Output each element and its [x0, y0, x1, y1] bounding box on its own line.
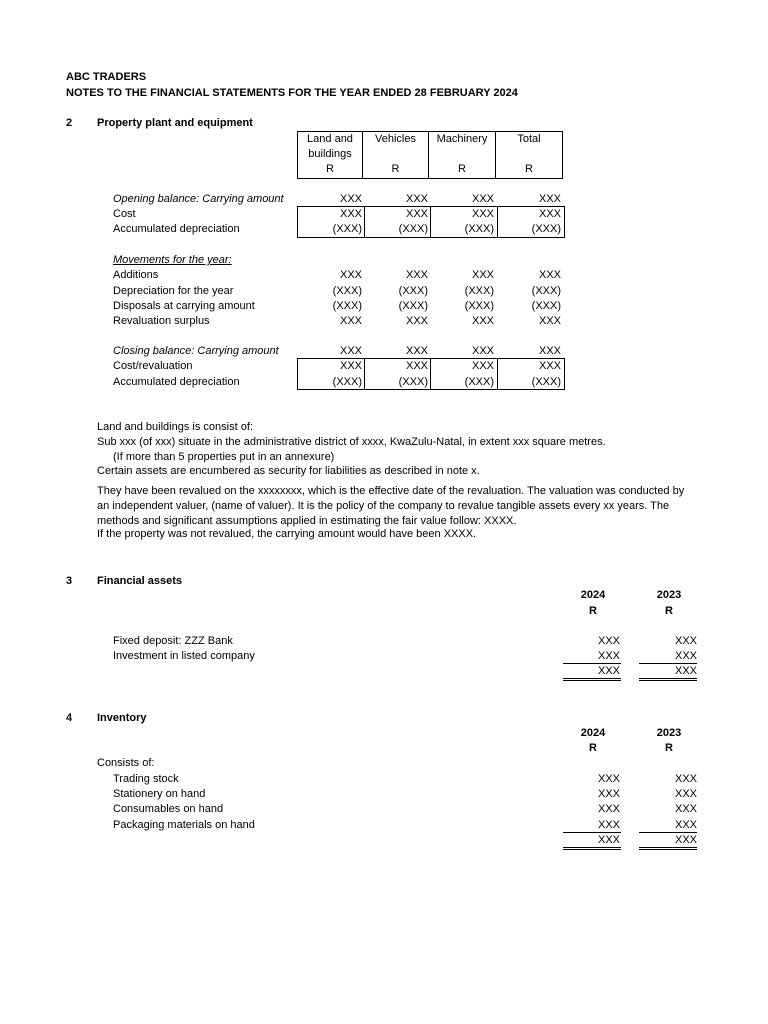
col-land-buildings: Land and buildings R [298, 132, 363, 179]
opening-balance-label: Opening balance: Carrying amount [113, 193, 284, 205]
financial-assets-heading: Financial assets [97, 575, 182, 587]
cost-revaluation-label: Cost/revaluation [113, 360, 193, 372]
fa-total-value: XXX [674, 665, 697, 677]
inv-year-2023: 2023 [656, 727, 682, 739]
depreciation-label: Depreciation for the year [113, 285, 234, 297]
col-vehicles: Vehicles R [363, 132, 429, 179]
additions-vehicles: XXX [405, 269, 428, 281]
inv-row-value: XXX [597, 788, 620, 800]
cost-vehicles: XXX [405, 208, 428, 220]
fa-row-label: Fixed deposit: ZZZ Bank [113, 635, 233, 647]
additions-total: XXX [538, 269, 561, 281]
fa-row-label: Investment in listed company [113, 650, 255, 662]
closing-machinery: XXX [471, 345, 494, 357]
inv-row-value: XXX [674, 788, 697, 800]
inv-row-value: XXX [597, 773, 620, 785]
inv-total-value: XXX [674, 834, 697, 846]
disposals-vehicles: (XXX) [398, 300, 428, 312]
closing-accdep-machinery: (XXX) [464, 376, 494, 388]
cost-reval-land: XXX [339, 360, 362, 372]
depreciation-machinery: (XXX) [464, 285, 494, 297]
closing-vehicles: XXX [405, 345, 428, 357]
fa-row-value: XXX [674, 635, 697, 647]
note-number-ppe: 2 [66, 117, 73, 129]
fa-unit-2023: R [665, 605, 673, 617]
disposals-label: Disposals at carrying amount [113, 300, 255, 312]
cost-machinery: XXX [471, 208, 494, 220]
fa-year-2023: 2023 [656, 589, 682, 601]
cost-reval-machinery: XXX [471, 360, 494, 372]
inventory-consists-label: Consists of: [97, 757, 155, 769]
fa-total-value: XXX [597, 665, 620, 677]
opening-machinery: XXX [471, 193, 494, 205]
closing-accdep-land: (XXX) [332, 376, 362, 388]
encumbered-note: Certain assets are encumbered as security for liabilities as described in note x. [97, 465, 480, 477]
col-total: Total R [496, 132, 563, 179]
col-machinery: Machinery R [429, 132, 496, 179]
inv-row-value: XXX [674, 773, 697, 785]
revaluation-paragraph: They have been revalued on the xxxxxxxx, which is the effective date of the revaluation. The valuation was conducted by an independent valuer, (name of valuer). It is the policy of the company to revalue tangible assets every xx years. The methods and significant assumptions applied in estimating the fair value follow: XXXX. [97, 485, 685, 527]
cost-label: Cost [113, 208, 136, 220]
fa-row-value: XXX [597, 635, 620, 647]
company-name: ABC TRADERS [66, 71, 147, 83]
note-number-inventory: 4 [66, 712, 73, 724]
land-detail: Sub xxx (of xxx) situate in the administrative district of xxxx, KwaZulu-Natal, in extent xxx square metres. [97, 436, 606, 448]
additions-label: Additions [113, 269, 159, 281]
accdep-total: (XXX) [531, 223, 561, 235]
inv-unit-2024: R [589, 742, 597, 754]
opening-total: XXX [538, 193, 561, 205]
disposals-total: (XXX) [531, 300, 561, 312]
revaluation-total: XXX [538, 315, 561, 327]
depreciation-total: (XXX) [531, 285, 561, 297]
inv-row-value: XXX [597, 803, 620, 815]
revaluation-vehicles: XXX [405, 315, 428, 327]
fa-year-2024: 2024 [580, 589, 606, 601]
closing-accdep-vehicles: (XXX) [398, 376, 428, 388]
inv-year-2024: 2024 [580, 727, 606, 739]
opening-land: XXX [339, 193, 362, 205]
additions-land: XXX [339, 269, 362, 281]
ppe-column-headers [297, 131, 563, 179]
inv-unit-2023: R [665, 742, 673, 754]
movements-label: Movements for the year: [113, 254, 232, 266]
land-intro: Land and buildings is consist of: [97, 421, 253, 433]
inv-row-value: XXX [597, 819, 620, 831]
closing-accdep-label: Accumulated depreciation [113, 376, 240, 388]
closing-land: XXX [339, 345, 362, 357]
depreciation-land: (XXX) [332, 285, 362, 297]
closing-total: XXX [538, 345, 561, 357]
inv-row-label: Stationery on hand [113, 788, 206, 800]
accdep-machinery: (XXX) [464, 223, 494, 235]
fa-row-value: XXX [597, 650, 620, 662]
cost-land: XXX [339, 208, 362, 220]
cost-total: XXX [538, 208, 561, 220]
revaluation-land: XXX [339, 315, 362, 327]
inv-row-label: Packaging materials on hand [113, 819, 255, 831]
inventory-heading: Inventory [97, 712, 147, 724]
note-number-financial-assets: 3 [66, 575, 73, 587]
fa-row-value: XXX [674, 650, 697, 662]
accdep-vehicles: (XXX) [398, 223, 428, 235]
closing-balance-label: Closing balance: Carrying amount [113, 345, 279, 357]
inv-row-value: XXX [674, 819, 697, 831]
depreciation-vehicles: (XXX) [398, 285, 428, 297]
disposals-machinery: (XXX) [464, 300, 494, 312]
cost-reval-vehicles: XXX [405, 360, 428, 372]
land-annexure-note: (If more than 5 properties put in an annexure) [113, 451, 335, 463]
accdep-land: (XXX) [332, 223, 362, 235]
accdep-label: Accumulated depreciation [113, 223, 240, 235]
cost-reval-total: XXX [538, 360, 561, 372]
revaluation-machinery: XXX [471, 315, 494, 327]
disposals-land: (XXX) [332, 300, 362, 312]
inv-row-label: Consumables on hand [113, 803, 224, 815]
opening-vehicles: XXX [405, 193, 428, 205]
inv-row-value: XXX [674, 803, 697, 815]
not-revalued-note: If the property was not revalued, the carrying amount would have been XXXX. [97, 528, 477, 540]
document-title: NOTES TO THE FINANCIAL STATEMENTS FOR THE YEAR ENDED 28 FEBRUARY 2024 [66, 87, 518, 99]
revaluation-label: Revaluation surplus [113, 315, 210, 327]
additions-machinery: XXX [471, 269, 494, 281]
inv-total-value: XXX [597, 834, 620, 846]
ppe-heading: Property plant and equipment [97, 117, 253, 129]
inv-row-label: Trading stock [113, 773, 179, 785]
closing-accdep-total: (XXX) [531, 376, 561, 388]
fa-unit-2024: R [589, 605, 597, 617]
